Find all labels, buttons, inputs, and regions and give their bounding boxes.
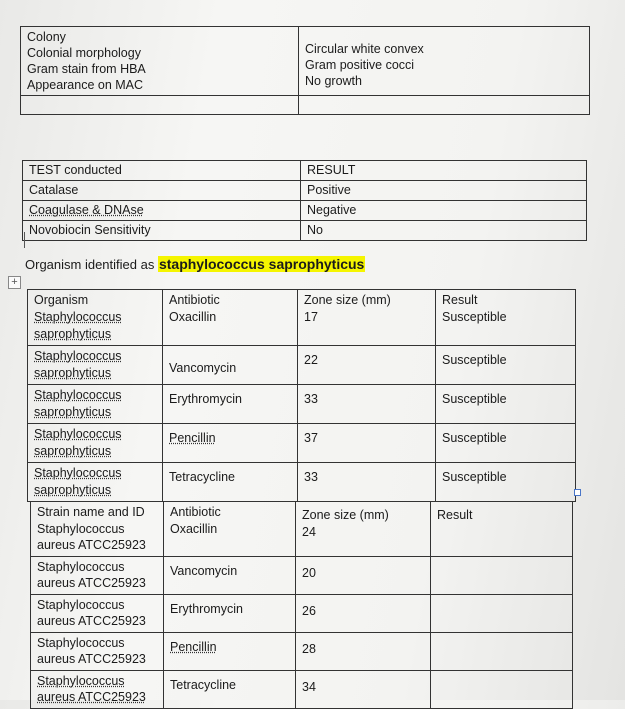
strain-name: Staphylococcus aureus ATCC25923 [37,521,146,552]
mac-appearance-value: No growth [305,74,362,88]
result-value: Susceptible [436,463,576,502]
result-value [431,556,573,594]
table-row [28,463,576,502]
tests-table [22,160,587,241]
table-row [31,632,573,670]
colonial-morphology-value: Circular white convex [305,42,424,56]
colony-labels-cell [21,27,299,96]
saprophyticus-antibiotic-table [27,289,576,502]
zone-size-value: 33 [298,463,436,502]
table-row [31,594,573,632]
result-value: Susceptible [436,346,576,385]
colony-table [20,26,590,115]
antibiotic-name: Erythromycin [163,385,298,424]
organism-name: Staphylococcus saprophyticus [28,385,163,424]
zone-size-value: 28 [296,632,431,670]
antibiotic-name: Tetracycline [164,670,296,708]
move-icon[interactable]: + [8,276,21,289]
colony-label: Colony [27,30,66,44]
result-header: RESULT [301,161,587,181]
table-row [31,670,573,708]
antibiotic-name: Oxacillin [169,310,217,324]
strain-name: Staphylococcus aureus ATCC25923 [31,556,164,594]
organism-highlight: staphylococcus saprophyticus [158,256,365,272]
mac-appearance-label: Appearance on MAC [27,78,144,92]
result-value: Susceptible [436,424,576,463]
zone-size-value: 22 [298,346,436,385]
organism-header: Organism [34,293,89,307]
gram-stain-label: Gram stain from HBA [27,62,146,76]
table-row [28,385,576,424]
zone-size-value: 33 [298,385,436,424]
test-name: Novobiocin Sensitivity [23,221,301,241]
table-row [28,346,576,385]
result-value: Susceptible [436,385,576,424]
antibiotic-name: Vancomycin [163,346,298,385]
test-result: Negative [301,201,587,221]
strain-name: Staphylococcus aureus ATCC25923 [31,594,164,632]
organism-identified-line: Organism identified as staphylococcus saprophyticus [25,256,365,272]
divider [24,232,25,248]
zone-size-header: Zone size (mm) [304,293,391,307]
result-header: Result [437,508,473,522]
test-name: Catalase [23,181,301,201]
strain-name: Staphylococcus aureus ATCC25923 [31,632,164,670]
organism-name: Staphylococcus saprophyticus [28,463,163,502]
aureus-control-table [30,501,573,709]
organism-name: Staphylococcus saprophyticus [34,310,122,341]
result-value [431,632,573,670]
table-row [31,556,573,594]
test-name: Coagulase & DNAse [23,201,301,221]
antibiotic-name: Pencillin [163,424,298,463]
zone-size-value: 34 [296,670,431,708]
test-result: No [301,221,587,241]
result-header: Result [442,293,478,307]
organism-name: Staphylococcus saprophyticus [28,346,163,385]
zone-size-header: Zone size (mm) [302,508,389,522]
strain-name: Staphylococcus aureus ATCC25923 [31,670,164,708]
strain-header: Strain name and ID [37,505,145,519]
result-value: Susceptible [442,310,507,324]
antibiotic-header: Antibiotic [169,293,220,307]
zone-size-value: 17 [304,310,318,324]
table-row [28,424,576,463]
test-result: Positive [301,181,587,201]
table-row [31,502,573,557]
antibiotic-name: Pencillin [164,632,296,670]
zone-size-value: 20 [296,556,431,594]
zone-size-value: 26 [296,594,431,632]
result-value [431,670,573,708]
zone-size-value: 24 [302,524,316,539]
result-value [431,594,573,632]
antibiotic-name: Erythromycin [164,594,296,632]
colonial-morphology-label: Colonial morphology [27,46,141,60]
table-resize-handle[interactable] [574,489,581,496]
colony-values-cell [299,27,590,96]
test-header: TEST conducted [23,161,301,181]
antibiotic-name: Tetracycline [163,463,298,502]
antibiotic-header: Antibiotic [170,505,221,519]
organism-name: Staphylococcus saprophyticus [28,424,163,463]
antibiotic-name: Vancomycin [164,556,296,594]
zone-size-value: 37 [298,424,436,463]
table-row [28,290,163,346]
antibiotic-name: Oxacillin [170,521,218,536]
gram-stain-value: Gram positive cocci [305,58,415,72]
